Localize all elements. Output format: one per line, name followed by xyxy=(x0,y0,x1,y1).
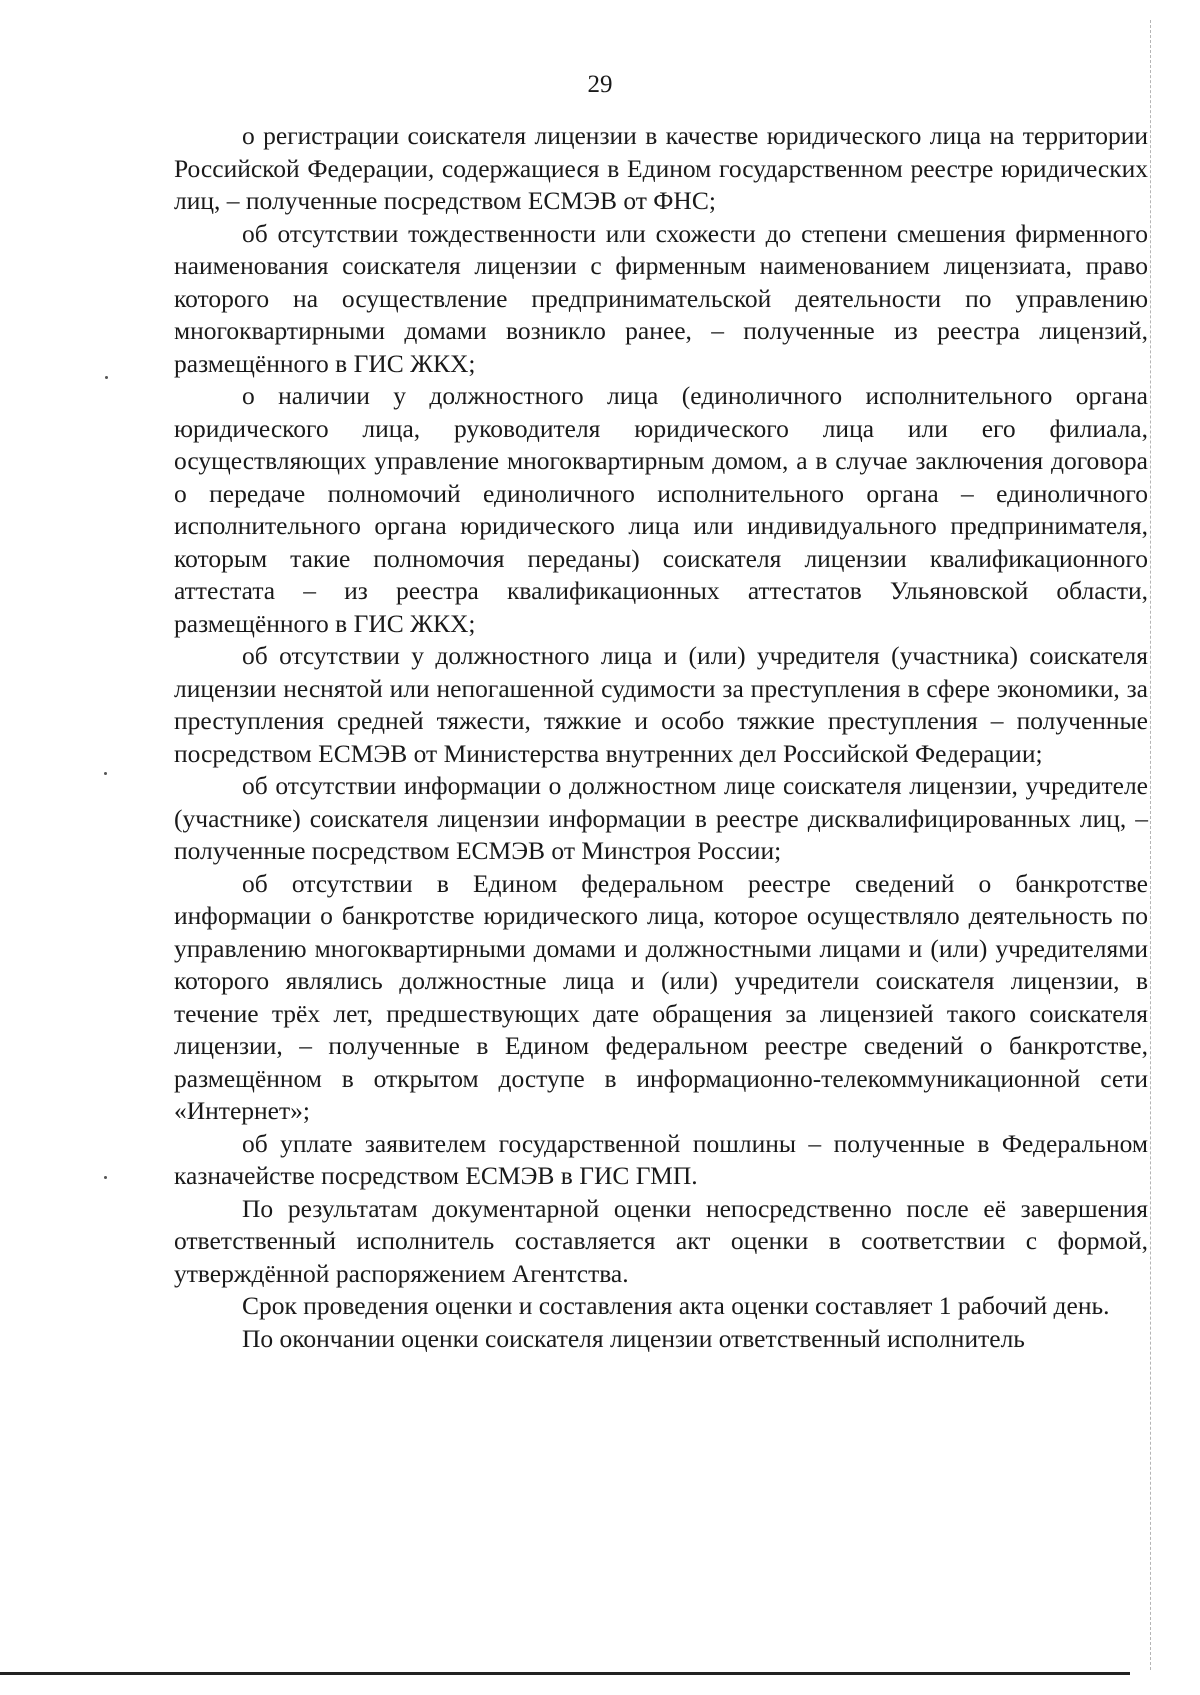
paragraph: об отсутствии у должностного лица и (или) учредителя (участника) соискателя лицензии неснятой или непогашенной судимости за преступления в сфере экономики, за преступления средней тяжести, тяжкие и особо тяжкие преступления – полученные посредством ЕСМЭВ от Министерства внутренних дел Российской Федерации; xyxy=(174,641,1148,768)
paragraph: По результатам документарной оценки непосредственно после её завершения ответственный исполнитель составляется акт оценки в соответствии с формой, утверждённой распоряжением Агентства. xyxy=(174,1193,1148,1288)
scan-dot xyxy=(105,376,108,379)
paragraph: об отсутствии в Едином федеральном реестре сведений о банкротстве информации о банкротстве юридического лица, которое осуществляло деятельность по управлению многоквартирными домами и должностными лицами и (или) учредителями которого являлись должностные лица и (или) учредители соискателя лицензии, в течение трёх лет, предшествующих дате обращения за лицензией такого соискателя лицензии, – полученные в Едином федеральном реестре сведений о банкротстве, размещённом в открытом доступе в информационно-телекоммуникационной сети «Интернет»; xyxy=(174,868,1148,1125)
paragraph: По окончании оценки соискателя лицензии ответственный исполнитель xyxy=(242,1323,1025,1353)
paragraph: об уплате заявителем государственной пошлины – полученные в Федеральном казначействе посредством ЕСМЭВ в ГИС ГМП. xyxy=(174,1128,1148,1190)
scan-dot xyxy=(104,1176,107,1179)
page-number: 29 xyxy=(587,71,613,98)
paragraph: о наличии у должностного лица (единоличного исполнительного органа юридического лица, руководителя юридического лица или его филиала, осуществляющих управление многоквартирным домом, а в случае заключения договора о передаче полномочий единоличного исполнительного органа – единоличного исполнительного органа юридического лица или индивидуального предпринимателя, которым такие полномочия переданы) соискателя лицензии квалификационного аттестата – из реестра квалификационных аттестатов Ульяновской области, размещённого в ГИС ЖКХ; xyxy=(174,381,1148,638)
scan-edge-right xyxy=(1150,20,1151,1670)
document-body xyxy=(174,120,1148,1355)
paragraph: о регистрации соискателя лицензии в качестве юридического лица на территории Российской Федерации, содержащиеся в Едином государственном реестре юридических лиц, – полученные посредством ЕСМЭВ от ФНС; xyxy=(174,121,1148,215)
scan-dot xyxy=(104,772,107,775)
paragraph: Срок проведения оценки и составления акта оценки составляет 1 рабочий день. xyxy=(242,1291,1110,1320)
paragraph: об отсутствии информации о должностном лице соискателя лицензии, учредителе (участнике) соискателя лицензии информации в реестре дисквалифицированных лиц, – полученные посредством ЕСМЭВ от Минстроя России; xyxy=(174,771,1148,865)
scan-edge-bottom xyxy=(0,1672,1130,1675)
paragraph: об отсутствии тождественности или схожести до степени смешения фирменного наименования соискателя лицензии с фирменным наименованием лицензиата, право которого на осуществление предпринимательской деятельности по управлению многоквартирными домами возникло ранее, – полученные из реестра лицензий, размещённого в ГИС ЖКХ; xyxy=(174,218,1148,378)
